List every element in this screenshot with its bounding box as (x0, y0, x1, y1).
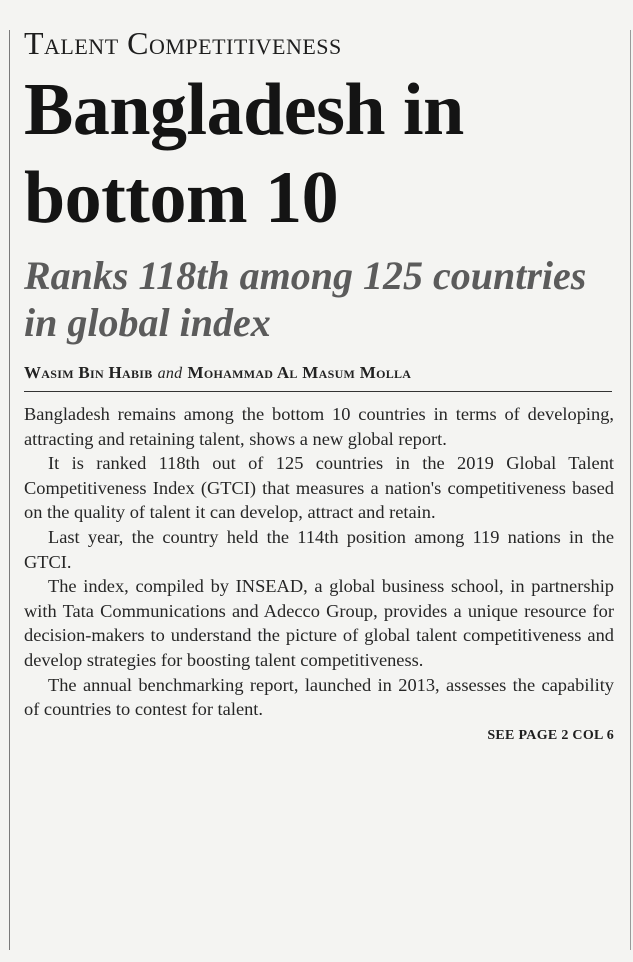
news-article (24, 22, 614, 744)
body-paragraph-5: The annual benchmarking report, launched in 2013, assesses the capability of countries to contest for talent. (24, 674, 614, 720)
byline-conjunction: and (157, 365, 183, 382)
column-rule-right (630, 30, 631, 950)
article-kicker: Talent Competitiveness (24, 25, 342, 61)
body-paragraph-1: Bangladesh remains among the bottom 10 countries in terms of developing, attracting and retaining talent, shows a new global report. (24, 404, 614, 449)
article-deck: Ranks 118th among 125 countries in global index (24, 253, 587, 345)
continued-jump-line: SEE PAGE 2 COL 6 (487, 727, 614, 743)
byline-author-1: Wasim Bin Habib (24, 363, 153, 382)
byline-divider (24, 391, 612, 392)
article-body (24, 402, 614, 722)
article-headline: Bangladesh in bottom 10 (24, 69, 464, 239)
body-paragraph-2: It is ranked 118th out of 125 countries in the 2019 Global Talent Competitiveness Index (GTCI) that measures a nation's competitiveness based on the quality of talent it can develop, attract and retain. (24, 453, 614, 523)
body-paragraph-4: The index, compiled by INSEAD, a global business school, in partnership with Tata Communications and Adecco Group, provides a unique resource for decision-makers to understand the picture of global talent competitiveness and develop strategies for boosting talent competitiveness. (24, 576, 614, 670)
byline-author-2: Mohammad Al Masum Molla (187, 363, 412, 382)
column-rule-left (9, 30, 10, 950)
body-paragraph-3: Last year, the country held the 114th position among 119 nations in the GTCI. (24, 526, 614, 572)
article-byline (24, 362, 614, 385)
